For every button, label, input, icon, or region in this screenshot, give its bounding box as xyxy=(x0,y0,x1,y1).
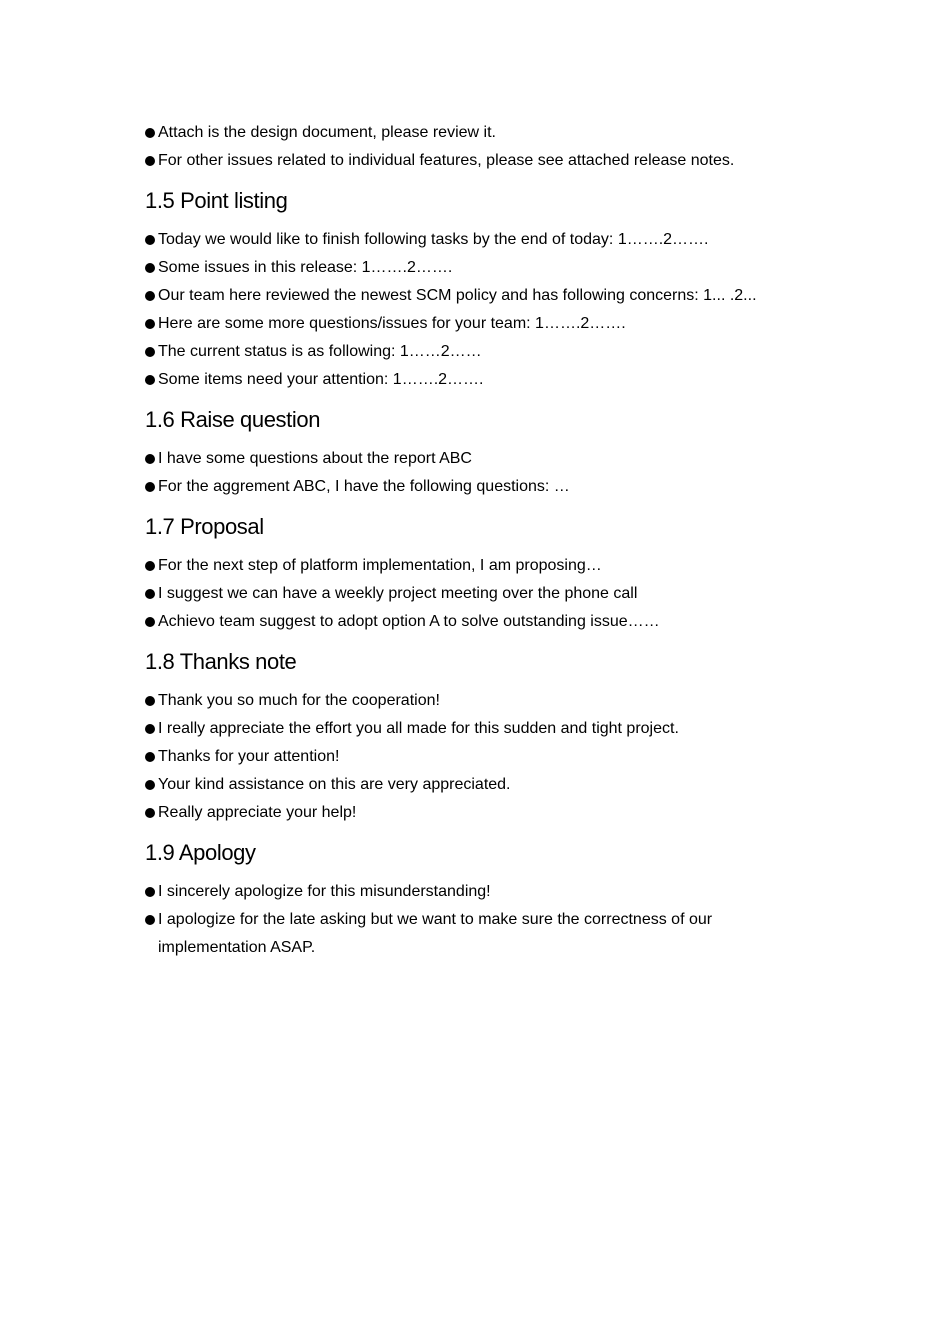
bullet-icon xyxy=(145,808,155,818)
raise-question-bullet-list xyxy=(145,445,825,501)
list-item-text: For the next step of platform implementation, I am proposing… xyxy=(158,557,602,574)
bullet-icon xyxy=(145,617,155,627)
list-item-text: Attach is the design document, please review it. xyxy=(158,124,496,141)
list-item-text: For the aggrement ABC, I have the following questions: … xyxy=(158,478,570,495)
bullet-icon xyxy=(145,696,155,706)
list-item-text: Thank you so much for the cooperation! xyxy=(158,692,440,709)
bullet-icon xyxy=(145,235,155,245)
list-item xyxy=(145,254,825,282)
list-item xyxy=(145,338,825,366)
bullet-icon xyxy=(145,319,155,329)
bullet-icon xyxy=(145,780,155,790)
list-item xyxy=(145,473,825,501)
list-item xyxy=(145,743,825,771)
bullet-icon xyxy=(145,291,155,301)
list-item-text: I sincerely apologize for this misunderstanding! xyxy=(158,883,491,900)
list-item xyxy=(145,310,825,338)
bullet-icon xyxy=(145,454,155,464)
list-item-text: Our team here reviewed the newest SCM policy and has following concerns: 1... .2... xyxy=(158,287,757,304)
bullet-icon xyxy=(145,589,155,599)
list-item-text: I suggest we can have a weekly project meeting over the phone call xyxy=(158,585,638,602)
intro-bullet-list xyxy=(145,119,825,175)
list-item-text: Today we would like to finish following tasks by the end of today: 1…….2……. xyxy=(158,231,709,248)
bullet-icon xyxy=(145,156,155,166)
point-listing-bullet-list xyxy=(145,226,825,394)
list-item-text: I apologize for the late asking but we want to make sure the correctness of our implementation ASAP. xyxy=(158,911,713,956)
document-content xyxy=(145,119,825,962)
apology-bullet-list xyxy=(145,878,825,962)
bullet-icon xyxy=(145,482,155,492)
list-item xyxy=(145,687,825,715)
list-item xyxy=(145,445,825,473)
bullet-icon xyxy=(145,347,155,357)
list-item-text: The current status is as following: 1……2…… xyxy=(158,343,482,360)
list-item xyxy=(145,771,825,799)
list-item xyxy=(145,366,825,394)
list-item-text: Achievo team suggest to adopt option A to solve outstanding issue…… xyxy=(158,613,660,630)
list-item xyxy=(145,878,825,906)
list-item-text: I really appreciate the effort you all made for this sudden and tight project. xyxy=(158,720,679,737)
list-item xyxy=(145,580,825,608)
section-heading-point-listing: 1.5 Point listing xyxy=(145,188,288,213)
list-item-text: For other issues related to individual features, please see attached release notes. xyxy=(158,152,735,169)
list-item xyxy=(145,552,825,580)
list-item-text: Thanks for your attention! xyxy=(158,748,340,765)
list-item-text: I have some questions about the report ABC xyxy=(158,450,472,467)
list-item-text: Your kind assistance on this are very appreciated. xyxy=(158,776,511,793)
bullet-icon xyxy=(145,724,155,734)
thanks-note-bullet-list xyxy=(145,687,825,827)
list-item-text: Some items need your attention: 1…….2……. xyxy=(158,371,484,388)
section-heading-apology: 1.9 Apology xyxy=(145,840,256,865)
bullet-icon xyxy=(145,752,155,762)
section-heading-thanks-note: 1.8 Thanks note xyxy=(145,649,297,674)
list-item xyxy=(145,226,825,254)
list-item xyxy=(145,608,825,636)
bullet-icon xyxy=(145,915,155,925)
section-heading-proposal: 1.7 Proposal xyxy=(145,514,264,539)
list-item-text: Here are some more questions/issues for your team: 1…….2……. xyxy=(158,315,626,332)
list-item xyxy=(145,282,825,310)
bullet-icon xyxy=(145,375,155,385)
list-item xyxy=(145,715,825,743)
bullet-icon xyxy=(145,128,155,138)
section-heading-raise-question: 1.6 Raise question xyxy=(145,407,321,432)
list-item xyxy=(145,906,718,962)
list-item xyxy=(145,799,825,827)
bullet-icon xyxy=(145,887,155,897)
list-item xyxy=(145,119,825,147)
list-item xyxy=(145,147,825,175)
list-item-text: Really appreciate your help! xyxy=(158,804,357,821)
bullet-icon xyxy=(145,561,155,571)
list-item-text: Some issues in this release: 1…….2……. xyxy=(158,259,453,276)
bullet-icon xyxy=(145,263,155,273)
proposal-bullet-list xyxy=(145,552,825,636)
